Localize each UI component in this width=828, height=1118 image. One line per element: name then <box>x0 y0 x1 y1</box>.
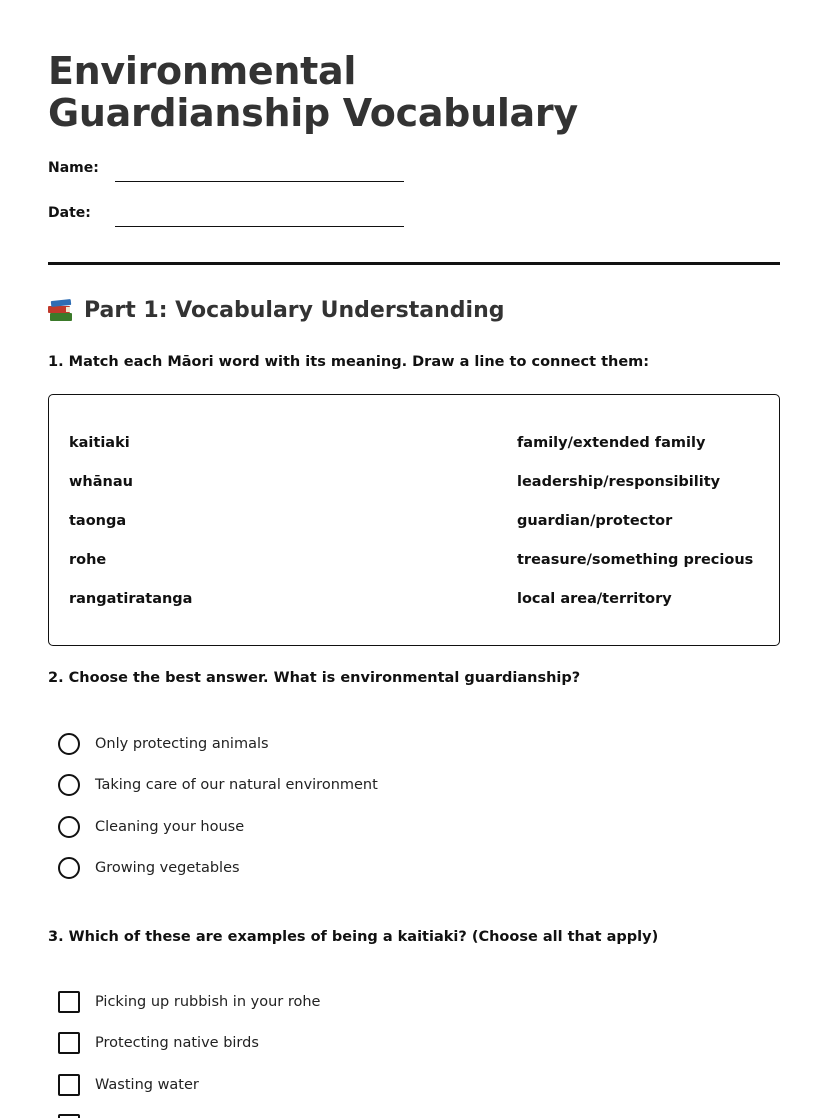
name-line[interactable] <box>115 181 404 182</box>
date-label: Date: <box>48 205 91 221</box>
match-meaning[interactable]: family/extended family <box>517 435 706 451</box>
part1-heading-text: Part 1: Vocabulary Understanding <box>84 298 505 323</box>
match-meaning[interactable]: treasure/something precious <box>517 552 754 568</box>
q2-option-label: Only protecting animals <box>95 736 269 752</box>
q2-option-label: Taking care of our natural environment <box>95 777 378 793</box>
date-field <box>48 205 408 235</box>
word-column <box>69 433 192 628</box>
q3-option-partial[interactable] <box>58 1112 95 1118</box>
match-meaning[interactable]: leadership/responsibility <box>517 474 721 490</box>
books-icon <box>48 299 74 323</box>
radio-button[interactable] <box>58 774 80 796</box>
q2-option[interactable] <box>58 772 378 798</box>
q3-option[interactable] <box>58 989 320 1015</box>
radio-button[interactable] <box>58 733 80 755</box>
radio-button[interactable] <box>58 857 80 879</box>
match-word[interactable]: taonga <box>69 513 127 529</box>
q3-option[interactable] <box>58 1072 199 1098</box>
q3-option[interactable] <box>58 1030 259 1056</box>
q1-prompt: 1. Match each Māori word with its meaning. Draw a line to connect them: <box>48 354 650 370</box>
name-field <box>48 160 408 190</box>
q3-option-label: Protecting native birds <box>95 1035 259 1051</box>
q2-option-label: Growing vegetables <box>95 860 240 876</box>
q3-option-label: Wasting water <box>95 1077 199 1093</box>
worksheet-title: Environmental Guardianship Vocabulary <box>48 49 578 135</box>
match-meaning[interactable]: guardian/protector <box>517 513 673 529</box>
match-word[interactable]: rangatiratanga <box>69 591 193 607</box>
match-meaning[interactable]: local area/territory <box>517 591 672 607</box>
matching-box <box>48 394 780 646</box>
q3-option-label: Picking up rubbish in your rohe <box>95 994 321 1010</box>
q2-option[interactable] <box>58 731 269 757</box>
checkbox[interactable] <box>58 1114 80 1118</box>
name-label: Name: <box>48 160 99 176</box>
q2-prompt: 2. Choose the best answer. What is environmental guardianship? <box>48 670 581 686</box>
q3-prompt: 3. Which of these are examples of being a kaitiaki? (Choose all that apply) <box>48 929 659 945</box>
header-divider <box>48 262 780 265</box>
radio-button[interactable] <box>58 816 80 838</box>
part1-heading <box>48 298 505 323</box>
match-word[interactable]: kaitiaki <box>69 435 130 451</box>
checkbox[interactable] <box>58 1032 80 1054</box>
meaning-column <box>517 433 753 628</box>
checkbox[interactable] <box>58 1074 80 1096</box>
match-word[interactable]: whānau <box>69 474 133 490</box>
match-word[interactable]: rohe <box>69 552 107 568</box>
q2-option[interactable] <box>58 855 240 881</box>
q2-option[interactable] <box>58 814 244 840</box>
q2-option-label: Cleaning your house <box>95 819 245 835</box>
checkbox[interactable] <box>58 991 80 1013</box>
date-line[interactable] <box>115 226 404 227</box>
